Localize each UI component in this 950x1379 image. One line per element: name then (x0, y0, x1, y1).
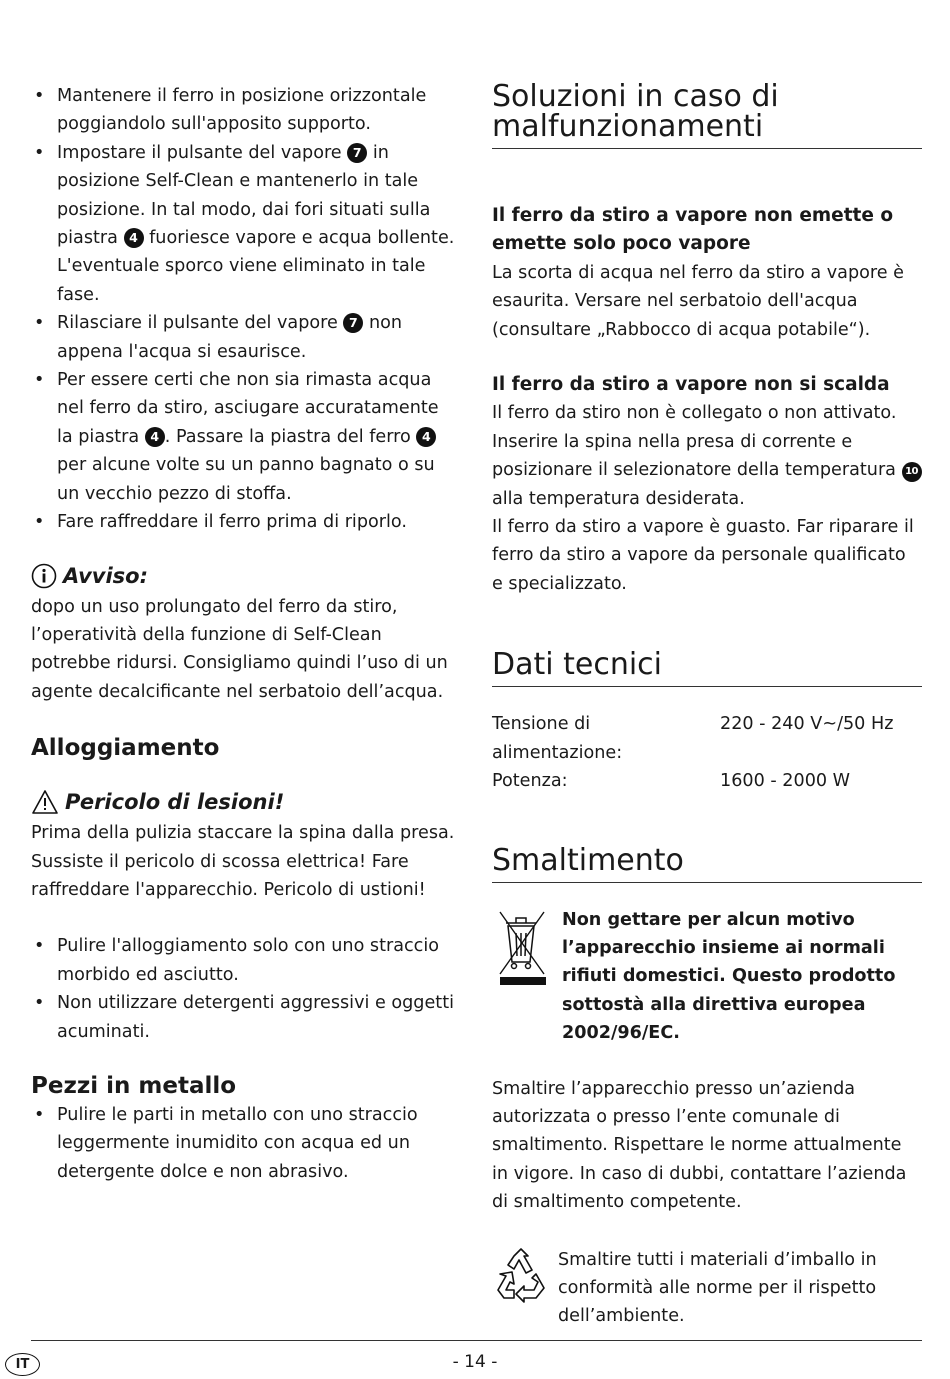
crossed-bin-icon (492, 906, 562, 1048)
warning-text: Prima della pulizia staccare la spina dalla presa. Sussiste il pericolo di scossa elettrica! Fare raffreddare l'apparecchio. Pericolo di ustioni! (31, 823, 455, 900)
self-clean-steps (31, 82, 456, 537)
page-number: - 14 - (452, 1352, 498, 1372)
power-label: Potenza: (492, 771, 568, 792)
country-code-badge: IT (5, 1353, 40, 1376)
metal-steps (31, 1101, 456, 1186)
recycle-icon (492, 1246, 558, 1331)
warning-heading (31, 785, 456, 819)
tech-heading: Dati tecnici (492, 650, 922, 687)
list-item: • Pulire le parti in metallo con uno straccio leggermente inumidito con acqua ed un detergente dolce e non abrasivo. (31, 1101, 456, 1186)
troubleshooting-heading: Soluzioni in caso di malfunzionamenti (492, 82, 922, 149)
right-column (492, 79, 922, 1331)
issue1-title: Il ferro da stiro a vapore non emette o emette solo poco vapore (492, 205, 894, 255)
warning-triangle-icon (31, 789, 59, 815)
list-item: • Impostare il pulsante del vapore 7 in posizione Self-Clean e mantenerlo in tale posizione. In tal modo, dai fori situati sulla piastra 4 fuoriesce vapore e acqua bollente. L'eventuale sporco viene eliminato in tale fase. (31, 139, 456, 309)
callout-10-badge: 10 (902, 462, 922, 482)
issue1-text: La scorta di acqua nel ferro da stiro a vapore è esaurita. Versare nel serbatoio dell'acqua (consultare „Rabbocco di acqua potabile“). (492, 262, 904, 340)
notice-text: dopo un uso prolungato del ferro da stiro, l’operatività della funzione di Self-Clean potrebbe ridursi. Consigliamo quindi l’uso di un agente decalcificante nel serbatoio dell’acqua. (31, 596, 448, 702)
disposal-heading: Smaltimento (492, 846, 922, 883)
disposal-text: Smaltire l’apparecchio presso un’azienda autorizzata o presso l’ente comunale di smaltimento. Rispettare le norme attualmente in vigore. In caso di dubbi, contattare l’azienda di smaltimento competente. (492, 1078, 907, 1213)
list-item: • Per essere certi che non sia rimasta acqua nel ferro da stiro, asciugare accuratamente la piastra 4 . Passare la piastra del ferro 4 per alcune volte su un panno bagnato o su un vecchio pezzo di stoffa. (31, 366, 456, 508)
housing-steps (31, 932, 456, 1046)
callout-4-badge: 4 (145, 427, 165, 447)
power-value: 1600 - 2000 W (720, 771, 851, 792)
housing-heading: Alloggiamento (31, 735, 220, 762)
weee-notice (492, 906, 922, 1048)
callout-4-badge: 4 (416, 427, 436, 447)
weee-text: Non gettare per alcun motivo l’apparecchio insieme ai normali rifiuti domestici. Questo prodotto sottostà alla direttiva europea 2002/96/EC. (562, 909, 896, 1044)
recycle-notice (492, 1246, 922, 1331)
notice-heading (31, 559, 456, 593)
callout-7-badge: 7 (347, 143, 367, 163)
notice-title: Avviso: (63, 563, 149, 588)
list-item: • Fare raffreddare il ferro prima di riporlo. (31, 508, 456, 536)
tech-table (492, 710, 922, 795)
list-item: • Non utilizzare detergenti aggressivi e oggetti acuminati. (31, 989, 456, 1046)
recycle-text: Smaltire tutti i materiali d’imballo in conformità alle norme per il rispetto dell’ambiente. (558, 1249, 877, 1327)
tech-row-power (492, 767, 922, 795)
callout-4-badge: 4 (124, 228, 144, 248)
list-item: • Mantenere il ferro in posizione orizzontale poggiandolo sull'apposito supporto. (31, 82, 456, 139)
list-item: • Rilasciare il pulsante del vapore 7 non appena l'acqua si esaurisce. (31, 309, 456, 366)
issue2-text: Il ferro da stiro non è collegato o non attivato. Inserire la spina nella presa di corrente e posizionare il selezionatore della temperatura 10 alla temperatura desiderata. (492, 399, 922, 513)
tech-row-voltage (492, 710, 922, 767)
voltage-label: Tensione di alimentazione: (492, 714, 623, 763)
footer-rule (31, 1340, 922, 1341)
metal-heading: Pezzi in metallo (31, 1072, 237, 1099)
voltage-value: 220 - 240 V~/50 Hz (720, 714, 894, 735)
callout-7-badge: 7 (343, 313, 363, 333)
list-item: • Pulire l'alloggiamento solo con uno straccio morbido ed asciutto. (31, 932, 456, 989)
left-column (31, 82, 456, 1186)
issue2-text-2: Il ferro da stiro a vapore è guasto. Far riparare il ferro da stiro a vapore da personale qualificato e specializzato. (492, 517, 914, 594)
issue2-title: Il ferro da stiro a vapore non si scalda (492, 374, 890, 396)
info-icon (31, 563, 57, 589)
warning-title: Pericolo di lesioni! (65, 790, 285, 815)
